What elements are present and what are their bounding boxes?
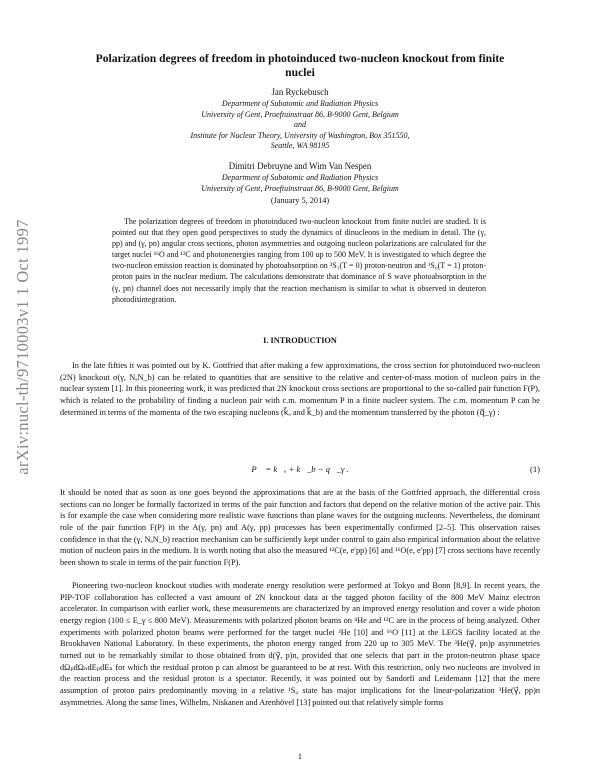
title-line: Polarization degrees of freedom in photoinduced two-nucleon knockout from finite (95, 52, 505, 65)
affiliation-line: Department of Subatomic and Radiation Physics (221, 99, 379, 108)
affiliation-line: and (294, 120, 306, 129)
affiliation-line: Seattle, WA 98195 (270, 141, 330, 150)
body-paragraph: It should be noted that as soon as one goes beyond the approximations that are at the basis of the Gottfried approach, the differential cross sections can no longer be formally factorized in terms of the pair function and factors that depend on the relative motion of the active pair. This is for example the case when considering more realistic wave functions than plane waves for the outgoing nucleons. Nevertheless, the dominant role of the pair function F(P) in the A(γ, pn) and A(γ, pp) processes has been experimentally confirmed [2–5]. This observation raises confidence in that the (γ, NₐN_b) reaction mechanism can be sufficiently kept under control to gain also empirical information about the relative motion of nucleon pairs in the medium. It is worth noting that also the measured ¹²C(e, e′pp) [6] and ¹⁶O(e, e′pp) [7] cross sections have recently been shown to scale in terms of the pair function F(P). (60, 488, 540, 567)
affiliation-line: University of Gent, Proeftuinstraat 86, B-9000 Gent, Belgium (201, 183, 399, 193)
author-affiliation (60, 99, 540, 152)
paper-title (70, 52, 530, 80)
equation-number: (1) (529, 464, 540, 474)
body-paragraph: Pioneering two-nucleon knockout studies with moderate energy resolution were performed at Tokyo and Bonn [8,9]. In recent years, the PIP-TOF collaboration has collected a vast amount of 2N knockout data at the tagged photon facility of the 800 MeV Mainz electron accelerator. In comparison with earlier work, these measurements are characterized by an improved energy resolution and cover a wide photon energy region (100 ≤ E_γ ≤ 800 MeV). Measurements with polarized photon beams on ⁴He and ¹²C are in the process of being analyzed. Other experiments with polarized photon beams were performed for the target nuclei ³He [10] and ¹⁶O [11] at the LEGS facility located at the Brookhaven National Laboratory. In these experiments, the photon energy ranged from 220 up to 305 MeV. The ³He(γ⃗, pn)p asymmetries turned out to be remarkably similar to those obtained from d(γ⃗, p)n, provided that one selects that part in the proton-neutron phase space dΩₚdΩₙdEₚdEₙ for which the residual proton p can almost be guaranteed to be at rest. With this restriction, only two nucleons are involved in the reaction process and the residual proton is a spectator. Recently, it was pointed out by Sandorfi and Leidemann [12] that the mere assumption of proton pairs predominantly moving in a relative ¹S₀ state has major implications for the linear-polarization ³He(γ⃗, pp)n asymmetries. Along the same lines, Wilhelm, Niskanen and Arenhövel [13] pointed out that relatively simple forms (60, 581, 540, 707)
affiliation-line: Institute for Nuclear Theory, University of Washington, Box 351550, (190, 130, 410, 140)
arxiv-side-label (12, 182, 34, 512)
affiliation-line: University of Gent, Proeftuinstraat 86, B-9000 Gent, Belgium (201, 109, 399, 119)
title-line: nuclei (285, 66, 315, 79)
author-affiliation (60, 173, 540, 194)
abstract: The polarization degrees of freedom in photoinduced two-nucleon knockout from finite nuclei are studied. It is pointed out that they open good perspectives to study the dynamics of dinucleons in the medium in detail. The (γ, pp) and (γ, pn) angular cross sections, photon asymmetries and outgoing nucleon polarizations are calculated for the target nuclei ¹⁶O and ¹²C and photonenergies ranging from 100 up to 500 MeV. It is investigated to which degree the two-nucleon emission reaction is dominated by photoabsorption on ³S₁(T = 0) proton-neutron and ¹S₀(T = 1) proton-proton pairs in the nuclear medium. The calculations demonstrate that dominance of S wave photoabsorption in the (γ, pn) channel does not necessarily imply that the reaction mechanism is similar to what is observed in deuteron photodisintegration. (112, 217, 486, 304)
author-name: Jan Ryckebusch (271, 87, 329, 97)
body-paragraph: In the late fifties it was pointed out by K. Gottfried that after making a few approximations, the cross section for photoinduced two-nucleon (2N) knockout σ(γ, NₐN_b) can be related to quantities that are sensitive to the relative and center-of-mass motion of nucleon pairs in the nuclear system [1]. In this pioneering work, it was predicted that 2N knockout cross sections are proportional to the so-called pair function F(P), which is related to the probability of finding a nucleon pair with c.m. momentum P in a finite nucleer system. The c.m. momentum P can be determined in terms of the momenta of the two escaping nucleons (k⃗ₐ and k⃗_b) and the momentum transferred by the photon (q⃗_γ) : (60, 361, 540, 417)
equation-body: P⃗ = k⃗ₐ + k⃗_b − q⃗_γ . (251, 464, 349, 474)
section-heading: I. INTRODUCTION (263, 336, 337, 345)
paper-date: (January 5, 2014) (270, 196, 330, 205)
equation (60, 464, 540, 478)
page-number: 1 (297, 752, 303, 761)
arxiv-identifier: arXiv:nucl-th/9710003v1 1 Oct 1997 (13, 219, 32, 475)
author-name: Dimitri Debruyne and Wim Van Nespen (228, 161, 372, 171)
affiliation-line: Department of Subatomic and Radiation Physics (221, 173, 379, 182)
